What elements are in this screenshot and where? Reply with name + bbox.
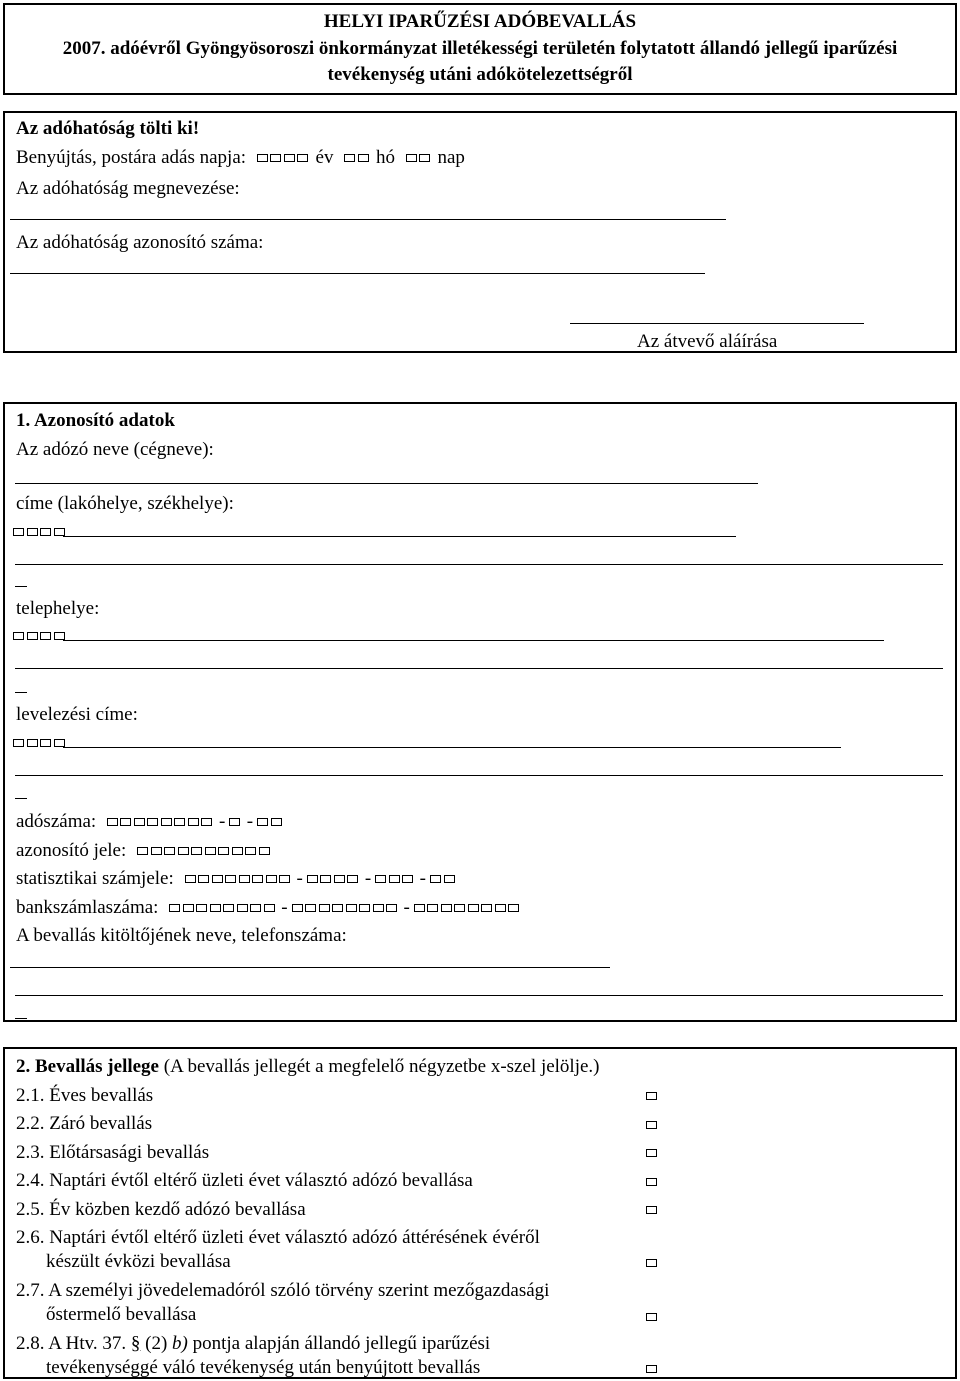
mail-line-stub — [15, 798, 27, 799]
submission-date-row — [16, 148, 465, 167]
address-zip-boxes[interactable] — [13, 522, 67, 541]
site-label: telephelye: — [16, 598, 100, 619]
return-type-checkbox[interactable] — [646, 1121, 657, 1129]
signature-label: Az átvevő aláírása — [637, 331, 778, 352]
return-type-item-continued: készült évközi bevallása — [46, 1251, 231, 1272]
return-type-checkbox[interactable] — [646, 1178, 657, 1186]
taxpayer-name-label: Az adózó neve (cégneve): — [16, 439, 214, 460]
month-label: hó — [375, 147, 395, 168]
year-boxes[interactable] — [257, 148, 311, 167]
id-mark-boxes[interactable] — [137, 841, 272, 860]
tax-number-county-boxes[interactable] — [257, 812, 284, 831]
mail-zip-boxes[interactable] — [13, 733, 67, 752]
return-type-item-continued: őstermelő bevallása — [46, 1304, 197, 1325]
stat-number-row: statisztikai számjele: - - - — [16, 869, 457, 888]
stat-boxes-2[interactable] — [307, 869, 361, 888]
header-box — [3, 3, 957, 95]
authority-box — [3, 111, 957, 353]
taxpayer-name-line[interactable] — [15, 483, 758, 484]
tax-number-vat-box[interactable] — [229, 812, 243, 831]
return-type-item: 2.3. Előtársasági bevallás — [16, 1142, 210, 1163]
return-type-item: 2.7. A személyi jövedelemadóról szóló törvény szerint mezőgazdasági — [16, 1280, 550, 1301]
stat-boxes-1[interactable] — [185, 869, 293, 888]
section2-heading-note: (A bevallás jellegét a megfelelő négyzetbe x-szel jelölje.) — [163, 1056, 600, 1077]
filler-line-2[interactable] — [15, 995, 943, 996]
filler-line-stub — [15, 1018, 27, 1019]
address-line-1[interactable] — [63, 536, 736, 537]
site-zip-boxes[interactable] — [13, 626, 67, 645]
authority-name-line[interactable] — [10, 219, 726, 220]
mail-line-1[interactable] — [63, 747, 841, 748]
section2-box — [3, 1047, 957, 1379]
filler-line-1[interactable] — [10, 967, 610, 968]
submission-label: Benyújtás, postára adás napja: — [16, 147, 247, 168]
return-type-checkbox[interactable] — [646, 1092, 657, 1100]
address-line-2[interactable] — [15, 564, 943, 565]
site-line-stub — [15, 692, 27, 693]
site-line-2[interactable] — [15, 668, 943, 669]
stat-label: statisztikai számjele: — [16, 868, 174, 889]
section2-heading — [16, 1057, 600, 1076]
filler-label: A bevallás kitöltőjének neve, telefonszáma: — [16, 925, 347, 946]
section1-heading: 1. Azonosító adatok — [16, 410, 175, 431]
section2-heading-bold: 2. Bevallás jellege — [16, 1056, 159, 1077]
return-type-checkbox[interactable] — [646, 1313, 657, 1321]
return-type-item-8: 2.8. A Htv. 37. § (2) b) pontja alapján állandó jellegű iparűzési — [16, 1333, 491, 1354]
form-subtitle-line1: 2007. adóévről Gyöngyösoroszi önkormányzat illetékességi területén folytatott állandó jellegű iparűzési — [62, 38, 898, 59]
mail-label: levelezési címe: — [16, 704, 138, 725]
return-type-checkbox[interactable] — [646, 1259, 657, 1267]
year-label: év — [315, 147, 334, 168]
bank-label: bankszámlaszáma: — [16, 897, 159, 918]
bank-boxes-2[interactable] — [292, 898, 400, 917]
tax-number-label: adószáma: — [16, 811, 97, 832]
tax-number-row: adószáma: - - — [16, 812, 284, 831]
address-line-stub — [15, 586, 27, 587]
return-type-item: 2.6. Naptári évtől eltérő üzleti évet választó adózó áttérésének évéről — [16, 1227, 540, 1248]
stat-boxes-3[interactable] — [375, 869, 416, 888]
return-type-item: 2.4. Naptári évtől eltérő üzleti évet választó adózó bevallása — [16, 1170, 473, 1191]
authority-id-label: Az adóhatóság azonosító száma: — [16, 232, 264, 253]
form-title: HELYI IPARŰZÉSI ADÓBEVALLÁS — [323, 11, 637, 32]
return-type-item: 2.5. Év közben kezdő adózó bevallása — [16, 1199, 306, 1220]
address-label: címe (lakóhelye, székhelye): — [16, 493, 234, 514]
bank-account-row: bankszámlaszáma: - - — [16, 898, 522, 917]
day-label: nap — [437, 147, 465, 168]
bank-boxes-3[interactable] — [414, 898, 522, 917]
signature-line[interactable] — [570, 323, 864, 324]
return-type-checkbox[interactable] — [646, 1149, 657, 1157]
month-boxes[interactable] — [344, 148, 371, 167]
mail-line-2[interactable] — [15, 775, 943, 776]
site-line-1[interactable] — [63, 640, 884, 641]
bank-boxes-1[interactable] — [169, 898, 277, 917]
return-type-item: 2.2. Záró bevallás — [16, 1113, 153, 1134]
authority-id-line[interactable] — [10, 273, 705, 274]
authority-name-label: Az adóhatóság megnevezése: — [16, 178, 240, 199]
section1-box — [3, 402, 957, 1022]
id-mark-row — [16, 841, 272, 860]
return-type-item-continued: tevékenységgé váló tevékenység után benyújtott bevallás — [46, 1357, 481, 1378]
id-mark-label: azonosító jele: — [16, 840, 127, 861]
return-type-checkbox[interactable] — [646, 1365, 657, 1373]
return-type-checkbox[interactable] — [646, 1206, 657, 1214]
day-boxes[interactable] — [406, 148, 433, 167]
form-subtitle-line2: tevékenység utáni adókötelezettségről — [327, 64, 633, 85]
return-type-item: 2.1. Éves bevallás — [16, 1085, 154, 1106]
tax-number-boxes[interactable] — [107, 812, 215, 831]
stat-boxes-4[interactable] — [430, 869, 457, 888]
authority-heading: Az adóhatóság tölti ki! — [16, 118, 200, 139]
